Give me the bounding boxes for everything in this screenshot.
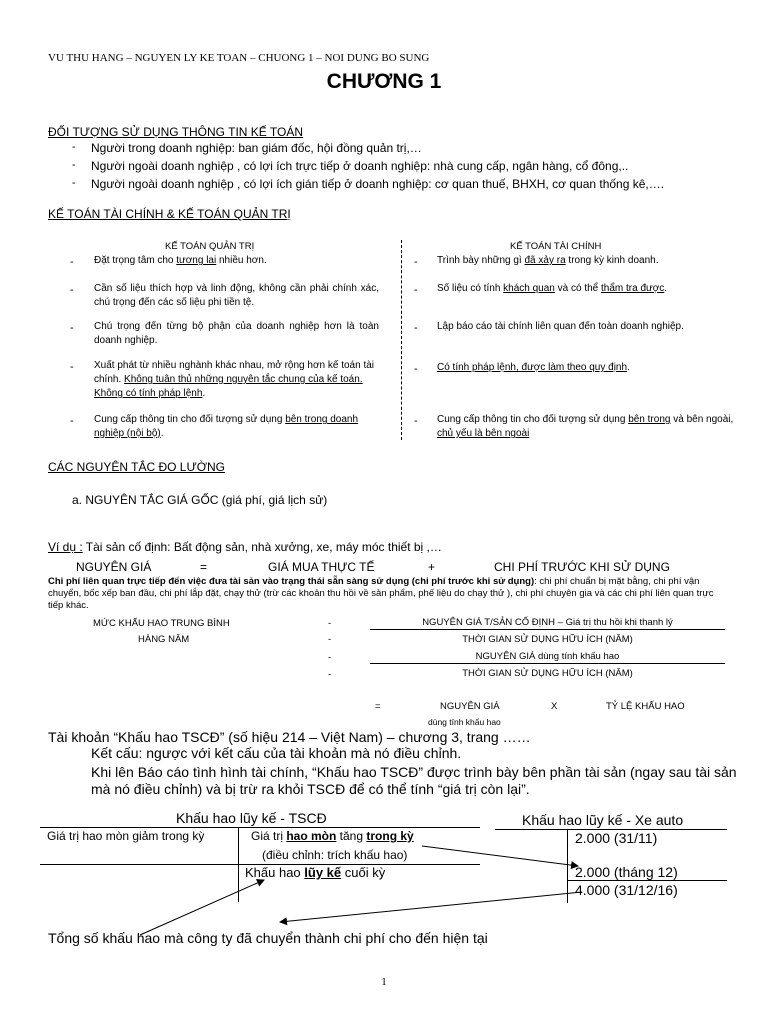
list-item: Xuất phát từ nhiều nghành khác nhau, mở rộng hơn kế toán tài chính. Không tuân thủ những nguyên tắc chung của kế toán. Không có tính pháp lệnh.: [94, 360, 374, 399]
list-item: Người trong doanh nghiệp: ban giám đốc, hội đồng quản trị,…: [91, 141, 422, 155]
arrow-increase-to-december: [422, 846, 578, 866]
entry-value: 2.000 (31/11): [575, 830, 658, 846]
credit-side-note: (điều chỉnh: trích khấu hao): [262, 848, 408, 862]
account-line: Tài khoản “Khấu hao TSCĐ” (số hiệu 214 – Việt Nam) – chương 3, trang ……: [48, 729, 531, 745]
list-item: Người ngoài doanh nghiệp , có lợi ích trực tiếp ở doanh nghiệp: nhà cung cấp, ngân hàng, cổ đông,..: [91, 159, 629, 173]
t-account-title: Khấu hao lũy kế - Xe auto: [522, 812, 684, 828]
presentation-paragraph: Khi lên Báo cáo tình hình tài chính, “Khấu hao TSCĐ” được trình bày bên phần tài sản (ngay sau tài sản mà nó điều chỉnh) và bị trừ ra khỏi TSCĐ để có thể tính “giá trị còn lại”.: [91, 764, 737, 797]
subheading-historical-cost: a. NGUYÊN TẮC GIÁ GỐC (giá phí, giá lịch sử): [72, 493, 328, 507]
list-item: Đặt trọng tâm cho tương lai nhiều hơn.: [94, 255, 267, 266]
debit-side-label: Giá trị hao mòn giảm trong kỳ: [47, 829, 205, 843]
section-heading-measurement: CÁC NGUYÊN TẮC ĐO LƯỜNG: [48, 460, 226, 474]
column-title-financial: KẾ TOÁN TÀI CHÍNH: [510, 241, 602, 252]
example-line: Ví dụ : Tài sản cố định: Bất động sản, nhà xưởng, xe, máy móc thiết bị ,…: [48, 540, 442, 554]
fraction-numerator: NGUYÊN GIÁ T/SẢN CỐ ĐỊNH – Giá trị thu hồi khi thanh lý: [422, 617, 673, 628]
column-title-management: KẾ TOÁN QUẢN TRỊ: [165, 241, 255, 252]
fraction-denominator: THỜI GIAN SỬ DỤNG HỮU ÍCH (NĂM): [462, 668, 633, 679]
fraction-numerator: NGUYÊN GIÁ dùng tính khấu hao: [475, 651, 620, 662]
arrow-ending-to-total: [280, 892, 582, 922]
page-number: 1: [381, 976, 387, 988]
structure-line: Kết cấu: ngược với kết cấu của tài khoản mà nó điều chỉnh.: [91, 745, 462, 761]
arrow-total-to-ending: [140, 880, 264, 935]
list-item: Cung cấp thông tin cho đối tượng sử dụng bên trong và bên ngoài, chủ yếu là bên ngoài: [437, 414, 734, 439]
total-depreciation-text: Tổng số khấu hao mà công ty đã chuyển thành chi phí cho đến hiện tại: [48, 930, 488, 946]
list-item: Cung cấp thông tin cho đối tượng sử dụng bên trong doanh nghiệp (nội bộ).: [94, 414, 359, 439]
fraction-denominator: THỜI GIAN SỬ DỤNG HỮU ÍCH (NĂM): [462, 634, 633, 645]
running-header: VU THU HANG – NGUYEN LY KE TOAN – CHUONG 1 – NOI DUNG BO SUNG: [48, 52, 430, 64]
ending-balance-label: Khấu hao lũy kế cuối kỳ: [245, 865, 386, 880]
list-item: Cần số liệu thích hợp và linh động, không cần phải chính xác, chú trọng đến các số liệu phi tiền tệ.: [94, 283, 379, 308]
list-item: Lập báo cáo tài chính liên quan đến toàn doanh nghiệp.: [437, 321, 684, 332]
section-heading-users: ĐỐI TƯỢNG SỬ DỤNG THÔNG TIN KẾ TOÁN: [48, 125, 304, 139]
credit-side-label: Giá trị hao mòn tăng trong kỳ: [251, 829, 414, 843]
list-item: Số liệu có tính khách quan và có thể thẩm tra được.: [437, 283, 668, 294]
section-heading-comparison: KẾ TOÁN TÀI CHÍNH & KẾ TOÁN QUẢN TRỊ: [48, 207, 291, 221]
pre-use-cost-note: Chi phí liên quan trực tiếp đến việc đưa tài sản vào trạng thái sẵn sàng sử dụng (chi phí trước khi sử dụng): chi phí chuẩn bị mặt bằng, chi phí vận chuyển, bốc xếp ban đầu, chi phí lắp đặt, chạy thử (trừ các khoản thu hồi về sản phẩm, phế liệu do chạy thử ), chi phí chuyên gia và các chi phí liên quan trực tiếp khác.: [48, 576, 714, 611]
list-item: Người ngoài doanh nghiệp , có lợi ích gián tiếp ở doanh nghiệp: cơ quan thuế, BHXH, cơ quan thống kê,….: [91, 177, 665, 191]
entry-value: 4.000 (31/12/16): [575, 882, 678, 898]
t-account-title: Khấu hao lũy kế - TSCĐ: [176, 810, 327, 826]
list-item: Trình bày những gì đã xảy ra trong kỳ kinh doanh.: [437, 255, 659, 266]
list-item: Chú trọng đến từng bộ phận của doanh nghiệp hơn là toàn doanh nghiệp.: [94, 321, 379, 346]
chapter-title: CHƯƠNG 1: [326, 70, 442, 93]
list-item: Có tính pháp lệnh, được làm theo quy định.: [437, 362, 630, 373]
entry-value: 2.000 (tháng 12): [575, 864, 678, 880]
